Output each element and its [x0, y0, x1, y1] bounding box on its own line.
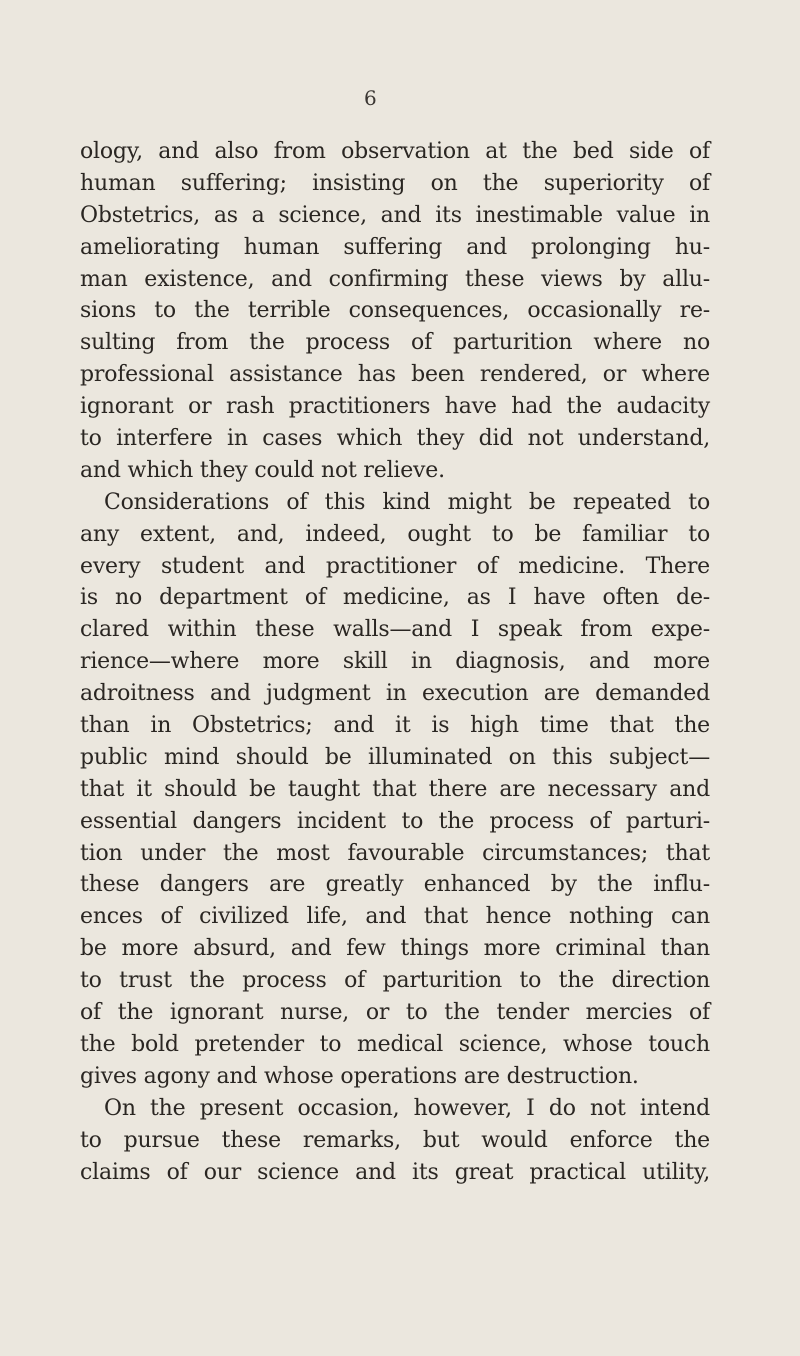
page-number: 6 — [364, 86, 377, 110]
text-line: sulting from the process of parturition where no — [80, 330, 710, 356]
text-line: that it should be taught that there are necessary and — [80, 776, 710, 802]
text-line: the bold pretender to medical science, whose touch — [80, 1031, 710, 1057]
text-line: Obstetrics, as a science, and its inestimable value in — [80, 202, 710, 228]
text-line: rience—where more skill in diagnosis, and more — [80, 649, 710, 675]
text-line: On the present occasion, however, I do not intend — [104, 1095, 710, 1121]
text-line: of the ignorant nurse, or to the tender mercies of — [80, 1000, 710, 1026]
text-line: ology, and also from observation at the bed side of — [80, 139, 710, 164]
text-line: gives agony and whose operations are destruction. — [80, 1063, 639, 1089]
text-line: ameliorating human suffering and prolonging hu- — [80, 234, 710, 260]
text-line: these dangers are greatly enhanced by the influ- — [80, 872, 710, 898]
text-line: sions to the terrible consequences, occasionally re- — [80, 298, 710, 324]
text-line: ences of civilized life, and that hence nothing can — [80, 904, 710, 930]
text-line: to pursue these remarks, but would enforce the — [80, 1127, 710, 1153]
text-line: clared within these walls—and I speak from expe- — [80, 617, 710, 643]
text-line: human suffering; insisting on the superiority of — [80, 170, 710, 196]
body-text — [80, 136, 710, 1188]
text-line: to interfere in cases which they did not understand, — [80, 426, 710, 452]
text-line: ignorant or rash practitioners have had the audacity — [80, 394, 710, 420]
text-line: essential dangers incident to the process of parturi- — [80, 808, 710, 834]
text-line: claims of our science and its great practical utility, — [80, 1159, 710, 1185]
text-line: adroitness and judgment in execution are demanded — [80, 681, 710, 707]
text-line: every student and practitioner of medicine. There — [80, 553, 710, 579]
text-line: be more absurd, and few things more criminal than — [80, 936, 710, 962]
text-line: to trust the process of parturition to the direction — [80, 968, 710, 994]
text-line: man existence, and confirming these views by allu- — [80, 266, 710, 292]
text-line: Considerations of this kind might be repeated to — [104, 489, 710, 515]
text-line: than in Obstetrics; and it is high time that the — [80, 713, 710, 739]
text-line: professional assistance has been rendered, or where — [80, 362, 710, 388]
text-line: is no department of medicine, as I have often de- — [80, 585, 710, 611]
text-line: and which they could not relieve. — [80, 457, 445, 483]
text-line: any extent, and, indeed, ought to be familiar to — [80, 521, 710, 547]
text-line: public mind should be illuminated on this subject— — [80, 744, 710, 770]
text-line: tion under the most favourable circumstances; that — [80, 840, 710, 866]
